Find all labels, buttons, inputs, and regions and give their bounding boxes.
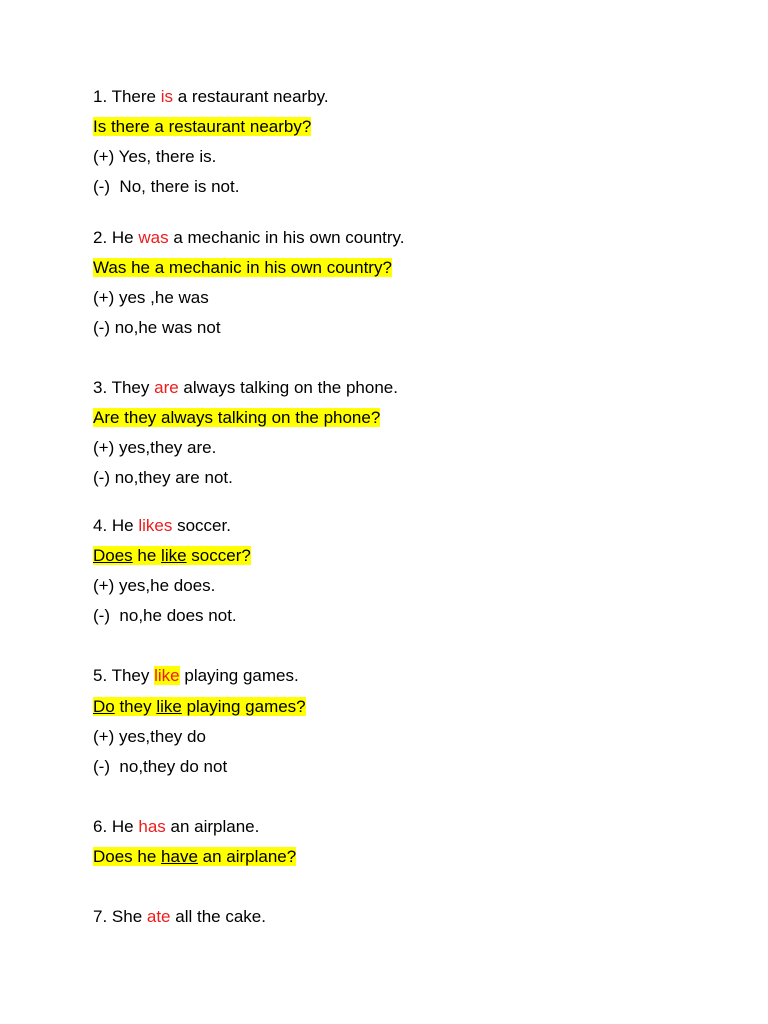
question-6-rest: an airplane? [197, 847, 297, 866]
statement-2-post: a mechanic in his own country. [168, 228, 405, 247]
question-4-verb: like [161, 546, 187, 565]
question-4 [93, 546, 251, 566]
question-4-rest: soccer? [186, 546, 251, 565]
statement-6-verb: has [138, 817, 166, 836]
question-5-rest: playing games? [181, 697, 306, 716]
statement-6 [93, 817, 259, 837]
negative-answer-4: (-) no,he does not. [93, 606, 237, 625]
question-4-subject: he [132, 546, 162, 565]
negative-answer-5: (-) no,they do not [93, 757, 228, 776]
question-4-text [93, 546, 251, 565]
statement-4-pre: 4. He [93, 516, 139, 535]
statement-1-pre: 1. There [93, 87, 161, 106]
statement-3-pre: 3. They [93, 378, 155, 397]
question-1 [93, 117, 311, 137]
statement-4-verb: likes [138, 516, 173, 535]
negative-answer-2: (-) no,he was not [93, 318, 221, 337]
statement-6-pre: 6. He [93, 817, 139, 836]
statement-5-verb: like [154, 666, 180, 685]
statement-7-post: all the cake. [170, 907, 266, 926]
negative-answer-1: (-) No, there is not. [93, 177, 240, 196]
question-6-verb: have [161, 847, 198, 866]
statement-7-verb: ate [146, 907, 171, 926]
question-6-start: Does he [93, 847, 162, 866]
statement-4-post: soccer. [172, 516, 231, 535]
positive-answer-2: (+) yes ,he was [93, 288, 209, 307]
statement-3-post: always talking on the phone. [178, 378, 398, 397]
statement-1-post: a restaurant nearby. [173, 87, 329, 106]
statement-3 [93, 378, 398, 398]
statement-1 [93, 87, 329, 107]
statement-2-verb: was [138, 228, 169, 247]
statement-5 [93, 666, 299, 686]
question-2-text: Was he a mechanic in his own country? [93, 258, 392, 277]
statement-2 [93, 228, 405, 248]
question-5-subject: they [114, 697, 157, 716]
statement-5-post: playing games. [179, 666, 299, 685]
statement-2-pre: 2. He [93, 228, 139, 247]
question-5 [93, 697, 306, 717]
statement-3-verb: are [154, 378, 179, 397]
question-3-text: Are they always talking on the phone? [93, 408, 381, 427]
question-2 [93, 258, 392, 278]
question-5-auxiliary: Do [93, 697, 115, 716]
positive-answer-4: (+) yes,he does. [93, 576, 216, 595]
question-5-text [93, 697, 306, 716]
question-5-verb: like [156, 697, 182, 716]
statement-6-post: an airplane. [165, 817, 260, 836]
statement-5-pre: 5. They [93, 666, 155, 685]
statement-7 [93, 907, 266, 927]
positive-answer-3: (+) yes,they are. [93, 438, 217, 457]
positive-answer-1: (+) Yes, there is. [93, 147, 217, 166]
statement-1-verb: is [160, 87, 174, 106]
question-6-text [93, 847, 296, 866]
question-3 [93, 408, 380, 428]
question-6 [93, 847, 296, 867]
statement-7-pre: 7. She [93, 907, 147, 926]
question-1-text: Is there a restaurant nearby? [93, 117, 312, 136]
positive-answer-5: (+) yes,they do [93, 727, 206, 746]
statement-4 [93, 516, 231, 536]
negative-answer-3: (-) no,they are not. [93, 468, 233, 487]
question-4-auxiliary: Does [93, 546, 133, 565]
